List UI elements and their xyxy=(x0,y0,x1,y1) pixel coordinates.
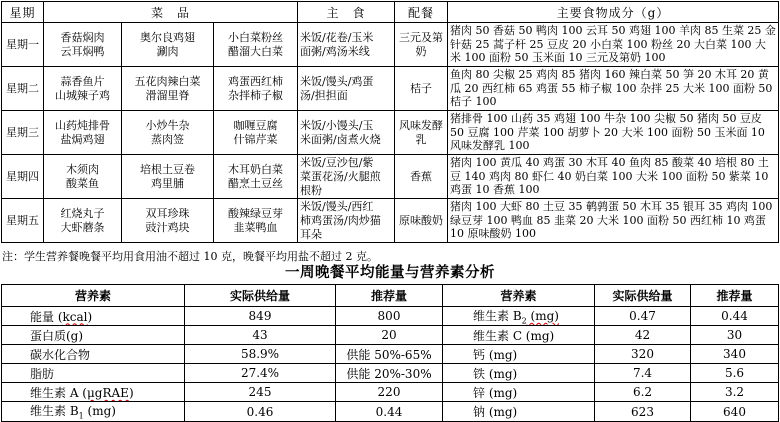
nutrient-name-part: 碳水化合物 xyxy=(30,347,91,362)
actual-value-cell: 849 xyxy=(185,307,336,326)
dish-cell: 鸡蛋西红柿 杂拌柿子椒 xyxy=(214,67,298,111)
header-composition: 主要食物成分（g） xyxy=(448,2,779,23)
dish-cell: 小白菜粉丝 醋溜大白菜 xyxy=(214,23,298,67)
nutrient-name-part: (mg) xyxy=(83,404,116,419)
nutrient-name-cell xyxy=(2,364,185,383)
weekly-menu-table xyxy=(1,1,779,243)
dish-cell: 小炒牛杂 蒸肉签 xyxy=(122,111,214,155)
dish-cell: 香菇焖肉 云耳焖鸭 xyxy=(44,23,122,67)
header-actual-left: 实际供给量 xyxy=(185,285,336,307)
menu-row xyxy=(2,199,779,243)
side-dish-cell: 三元及第 奶 xyxy=(395,23,448,67)
nutrient-name-cell xyxy=(443,402,595,421)
header-recommended-left: 推荐量 xyxy=(336,285,443,307)
nutrient-name-cell xyxy=(443,326,595,345)
nutrient-name-cell xyxy=(443,383,595,402)
composition-cell: 猪肉 50 香菇 50 鸭肉 100 云耳 50 鸡翅 100 羊肉 85 生菜 25 金针菇 25 蒿子杆 25 豆皮 20 小白菜 100 粉丝 20 大白菜 100 大米 100 面粉 50 玉米面 10 三元及第奶 100 xyxy=(448,23,779,67)
nutrient-name-part: 钙 (mg) xyxy=(473,347,518,362)
menu-row xyxy=(2,155,779,199)
nutrition-analysis-table xyxy=(1,284,779,422)
nutrient-name-part: 维生素 C (mg) xyxy=(473,328,555,343)
nutrient-name-part: 能量 ( xyxy=(30,309,63,324)
analysis-row xyxy=(2,364,779,383)
menu-row xyxy=(2,23,779,67)
actual-value-cell: 7.4 xyxy=(595,364,691,383)
nutrient-name-part: kcal xyxy=(62,309,88,324)
nutrient-name-part: 维生素 B xyxy=(473,309,522,323)
recommended-value-cell: 供能 20%-30% xyxy=(336,364,443,383)
actual-value-cell: 623 xyxy=(595,402,691,421)
staple-cell: 米饭/馒头/鸡蛋 汤/担担面 xyxy=(298,67,395,111)
staple-cell: 米饭/花卷/玉米 面粥/鸡汤米线 xyxy=(298,23,395,67)
side-dish-cell: 原味酸奶 xyxy=(395,199,448,243)
analysis-header-row xyxy=(2,285,779,307)
header-dishes: 菜 品 xyxy=(44,2,298,23)
recommended-value-cell: 5.6 xyxy=(691,364,779,383)
nutrient-name-part: (mg) xyxy=(526,309,559,323)
actual-value-cell: 245 xyxy=(185,383,336,402)
header-nutrient-left: 营养素 xyxy=(2,285,185,307)
analysis-row xyxy=(2,383,779,402)
recommended-value-cell: 30 xyxy=(691,326,779,345)
dish-cell: 酸辣绿豆芽 韭菜鸭血 xyxy=(214,199,298,243)
recommended-value-cell: 20 xyxy=(336,326,443,345)
recommended-value-cell: 340 xyxy=(691,345,779,364)
header-actual-right: 实际供给量 xyxy=(595,285,691,307)
dish-cell: 木耳奶白菜 醋烹土豆丝 xyxy=(214,155,298,199)
day-cell: 星期一 xyxy=(2,23,44,67)
dish-cell: 山药炖排骨 盐焗鸡翅 xyxy=(44,111,122,155)
header-side: 配餐 xyxy=(395,2,448,23)
nutrient-name-part: 蛋白质(g) xyxy=(30,328,84,343)
nutrient-name-cell xyxy=(2,307,185,326)
recommended-value-cell: 供能 50%-65% xyxy=(336,345,443,364)
recommended-value-cell: 800 xyxy=(336,307,443,326)
nutrient-name-part: 维生素 B xyxy=(30,404,79,419)
recommended-value-cell: 3.2 xyxy=(691,383,779,402)
actual-value-cell: 6.2 xyxy=(595,383,691,402)
staple-cell: 米饭/小馒头/玉 米面粥/卤煮火烧 xyxy=(298,111,395,155)
analysis-row xyxy=(2,307,779,326)
composition-cell: 鱼肉 80 尖椒 25 鸡肉 85 猪肉 160 辣白菜 50 笋 20 木耳 20 黄瓜 20 西红柿 65 鸡蛋 55 柿子椒 100 杂拌 25 大米 100 面粉 50 桔子 100 xyxy=(448,67,779,111)
dish-cell: 咖喱豆腐 什锦芹菜 xyxy=(214,111,298,155)
actual-value-cell: 27.4% xyxy=(185,364,336,383)
menu-row xyxy=(2,67,779,111)
header-day: 星期 xyxy=(2,2,44,23)
day-cell: 星期三 xyxy=(2,111,44,155)
nutrient-name-cell xyxy=(2,383,185,402)
menu-row xyxy=(2,111,779,155)
nutrient-name-part: μgRAE xyxy=(86,385,129,400)
nutrient-name-part: 铁 (mg) xyxy=(473,366,518,381)
analysis-row xyxy=(2,402,779,421)
nutrient-name-part: 钠 (mg) xyxy=(473,405,518,420)
recommended-value-cell: 220 xyxy=(336,383,443,402)
nutrient-name-part: 锌 (mg) xyxy=(473,385,518,400)
nutrient-name-part: 维生素 A ( xyxy=(30,385,87,400)
nutrient-name-part: ) xyxy=(128,385,134,400)
actual-value-cell: 42 xyxy=(595,326,691,345)
header-recommended-right: 推荐量 xyxy=(691,285,779,307)
actual-value-cell: 320 xyxy=(595,345,691,364)
nutrient-name-cell xyxy=(443,345,595,364)
nutrient-name-part: 脂肪 xyxy=(30,366,55,381)
nutrient-name-cell xyxy=(2,402,185,421)
nutrient-name-cell xyxy=(2,345,185,364)
nutrient-name-part: 1 xyxy=(78,411,84,421)
analysis-row xyxy=(2,345,779,364)
recommended-value-cell: 640 xyxy=(691,402,779,421)
menu-header-row xyxy=(2,2,779,23)
day-cell: 星期二 xyxy=(2,67,44,111)
dish-cell: 五花肉辣白菜 滑溜里脊 xyxy=(122,67,214,111)
nutrient-name-cell xyxy=(2,326,185,345)
footnote: 注：学生营养餐晚餐平均用食用油不超过 10 克，晚餐平均用盐不超过 2 克。 xyxy=(2,250,378,263)
staple-cell: 米饭/馒头/西红 柿鸡蛋汤/肉炒猫 耳朵 xyxy=(298,199,395,243)
composition-cell: 猪肉 100 黄瓜 40 鸡蛋 30 木耳 40 鱼肉 85 酸菜 40 培根 80 土豆 140 鸡肉 80 虾仁 40 奶白菜 100 大米 100 面粉 50 紫菜 10 鸡蛋 10 香蕉 100 xyxy=(448,155,779,199)
dish-cell: 培根土豆卷 鸡里脯 xyxy=(122,155,214,199)
analysis-title: 一周晚餐平均能量与营养素分析 xyxy=(285,264,495,281)
day-cell: 星期五 xyxy=(2,199,44,243)
analysis-row xyxy=(2,326,779,345)
side-dish-cell: 香蕉 xyxy=(395,155,448,199)
staple-cell: 米饭/豆沙包/紫 菜蛋花汤/火腿煎 根粉 xyxy=(298,155,395,199)
day-cell: 星期四 xyxy=(2,155,44,199)
recommended-value-cell: 0.44 xyxy=(691,307,779,326)
composition-cell: 猪肉 100 大虾 80 土豆 35 鹌鹑蛋 50 木耳 35 银耳 35 鸡肉 100 绿豆芽 100 鸭血 85 韭菜 20 大米 100 面粉 50 西红柿 10 鸡蛋 10 原味酸奶 100 xyxy=(448,199,779,243)
actual-value-cell: 0.47 xyxy=(595,307,691,326)
nutrient-name-cell xyxy=(443,364,595,383)
header-staple: 主 食 xyxy=(298,2,395,23)
dish-cell: 蒜香鱼片 山城辣子鸡 xyxy=(44,67,122,111)
actual-value-cell: 0.46 xyxy=(185,402,336,421)
nutrient-name-part: 2 xyxy=(521,316,527,326)
actual-value-cell: 58.9% xyxy=(185,345,336,364)
dish-cell: 双耳珍珠 豉汁鸡块 xyxy=(122,199,214,243)
nutrient-name-cell xyxy=(443,307,595,326)
side-dish-cell: 风味发酵 乳 xyxy=(395,111,448,155)
nutrient-name-part: ) xyxy=(87,309,93,324)
recommended-value-cell: 0.44 xyxy=(336,402,443,421)
dish-cell: 木须肉 酸菜鱼 xyxy=(44,155,122,199)
header-nutrient-right: 营养素 xyxy=(443,285,595,307)
dish-cell: 奥尔良鸡翅 涮肉 xyxy=(122,23,214,67)
side-dish-cell: 桔子 xyxy=(395,67,448,111)
actual-value-cell: 43 xyxy=(185,326,336,345)
dish-cell: 红烧丸子 大虾蘑条 xyxy=(44,199,122,243)
composition-cell: 猪排骨 100 山药 35 鸡翅 100 牛杂 100 尖椒 50 猪肉 50 豆皮 50 豆腐 100 芹菜 100 胡萝卜 20 大米 100 面粉 50 玉米面 10 风味发酵乳 100 xyxy=(448,111,779,155)
